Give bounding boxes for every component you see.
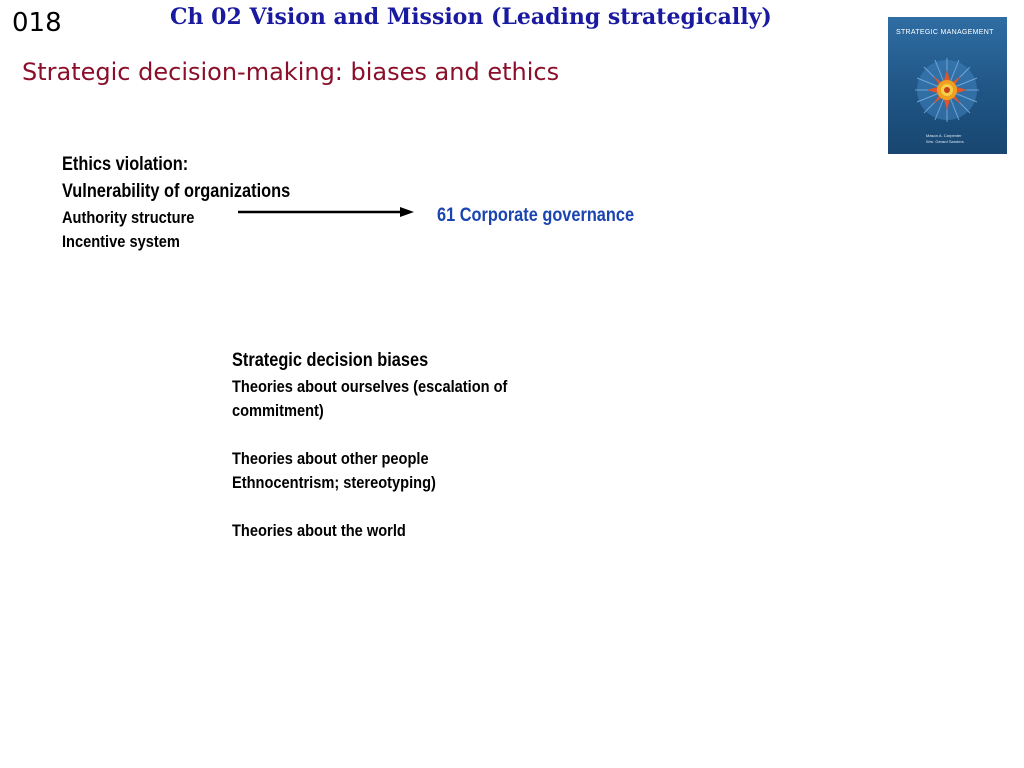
biases-line: Ethnocentrism; stereotyping): [232, 473, 436, 492]
book-cover-author: Mason A. Carpenter: [926, 133, 962, 138]
chapter-title: Ch 02 Vision and Mission (Leading strategically): [170, 4, 772, 30]
strategic-biases-heading: Strategic decision biases: [232, 350, 429, 371]
corporate-governance-link[interactable]: 61 Corporate governance: [437, 205, 635, 226]
right-arrow-icon: [238, 205, 414, 219]
book-cover-author: Wm. Gerard Sanders: [926, 139, 964, 144]
book-cover-image: [888, 17, 1007, 154]
biases-line: Theories about ourselves (escalation of: [232, 377, 508, 396]
vulnerability-heading: Vulnerability of organizations: [62, 181, 291, 202]
biases-line: Theories about other people: [232, 449, 429, 468]
biases-line: Theories about the world: [232, 521, 406, 540]
book-cover-title: STRATEGIC MANAGEMENT: [896, 29, 994, 36]
ethics-violation-heading: Ethics violation:: [62, 154, 189, 175]
incentive-system-item: Incentive system: [62, 232, 180, 251]
authority-structure-item: Authority structure: [62, 208, 195, 227]
slide-number: 018: [12, 8, 62, 38]
book-cover-authors: [926, 133, 964, 145]
slide-title: Strategic decision-making: biases and ethics: [22, 58, 560, 86]
biases-line: commitment): [232, 401, 324, 420]
sunburst-emblem-icon: [902, 55, 992, 125]
